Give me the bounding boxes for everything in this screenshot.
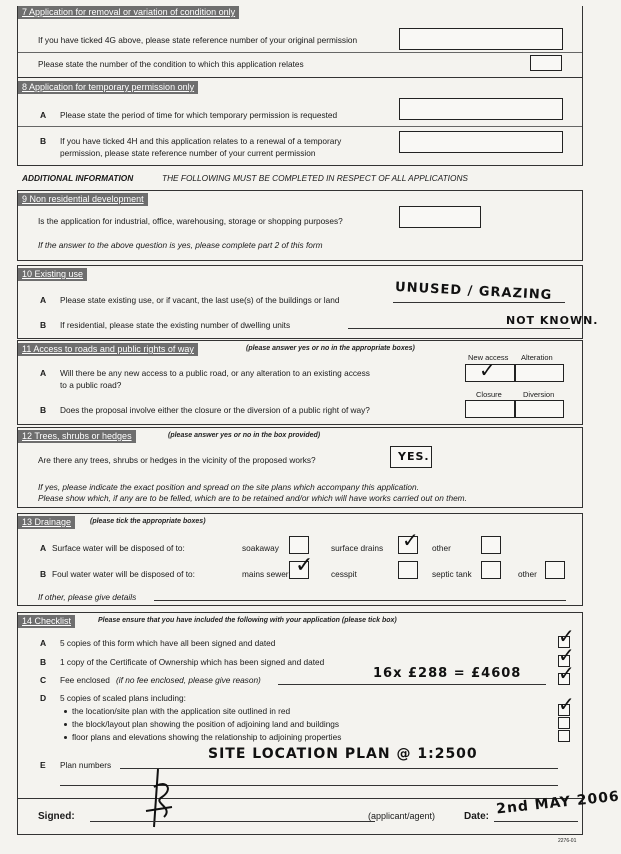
section-10: 10 Existing use A Please state existing use, or if vacant, the last use(s) of the buildings or land UNUSED / GRAZING B If residential, please state the existing number of dwelling units NOT KNOWN. <box>17 265 583 339</box>
s14-tick-b: ✓ <box>558 643 576 667</box>
section-7-header: 7 Application for removal or variation of condition only <box>18 6 239 19</box>
s14-plan-numbers-answer: SITE LOCATION PLAN @ 1:2500 <box>208 746 478 762</box>
s8-period-field[interactable] <box>399 98 563 120</box>
date-field[interactable] <box>494 821 578 822</box>
s11-question-a-line1: Will there be any new access to a public road, or any alteration to an existing access <box>60 368 370 378</box>
s10-existing-use-answer: UNUSED / GRAZING <box>394 279 553 304</box>
s13-other-details-field[interactable] <box>154 600 566 601</box>
s14-tick-a: ✓ <box>558 624 576 648</box>
s14-checkbox-d3[interactable] <box>558 730 570 742</box>
s7-condition-number-field[interactable] <box>530 55 562 71</box>
s9-answer-field[interactable] <box>399 206 481 228</box>
s12-note-line1: If yes, please indicate the exact position and spread on the site plans which accompany this application. <box>38 482 419 492</box>
section-8: 8 Application for temporary permission only A Please state the period of time for which temporary permission is requested B If you have ticked 4H and this application relates to a renewal of a temporary permission, please state reference number of your current permission <box>17 78 583 166</box>
section-9-header: 9 Non residential development <box>18 193 148 206</box>
s11-question-b: Does the proposal involve either the closure or the diversion of a public right of way? <box>60 405 370 415</box>
s7-original-permission-field[interactable] <box>399 28 563 50</box>
s12-question: Are there any trees, shrubs or hedges in the vicinity of the proposed works? <box>38 455 316 465</box>
section-14: 14 Checklist Please ensure that you have included the following with your application (please tick box) A 5 copies of this form which have all been signed and dated ✓ B 1 copy of the Certificate of Ownership which has been signed and dated ✓ C Fee enclosed (if no fee enclosed, please give reason) 16x £288 = £4608 ✓ D 5 copies of scaled plans including: the location/site plan with the application site outlined in red ✓ the block/layout plan showing the position of adjoining land and buildings floor plans and elevations showing the relationship to adjoining properties E Plan numbers SITE LOCATION PLAN @ 1:2500 <box>17 612 583 799</box>
section-11-header: 11 Access to roads and public rights of way <box>18 343 198 356</box>
signed-label: Signed: <box>38 811 75 822</box>
s13-other-box-a[interactable] <box>481 536 501 554</box>
s11-diversion-box[interactable] <box>515 400 564 418</box>
s12-answer: YES. <box>398 450 430 463</box>
s14-tick-d: ✓ <box>558 692 576 716</box>
s11-alteration-box[interactable] <box>515 364 564 382</box>
section-11: 11 Access to roads and public rights of way (please answer yes or no in the appropriate boxes) New access Alteration A Will there be any new access to a public road, or any alteration to an existing access to a public road? ✓ Closure Diversion B Does the proposal involve either the closure or the diversion of a public right of way? <box>17 340 583 425</box>
s13-soakaway-box[interactable] <box>289 536 309 554</box>
s8-current-permission-field[interactable] <box>399 131 563 153</box>
s7-question-1: If you have ticked 4G above, please state reference number of your original permission <box>38 35 358 45</box>
signature-field[interactable] <box>90 821 375 822</box>
s9-question: Is the application for industrial, office, warehousing, storage or shopping purposes? <box>38 216 343 226</box>
s13-mains-sewer-tick: ✓ <box>295 553 315 578</box>
bullet-icon <box>64 736 67 739</box>
s7-question-2: Please state the number of the condition to which this application relates <box>38 59 304 69</box>
s11-new-access-tick: ✓ <box>479 358 497 382</box>
s9-note: If the answer to the above question is yes, please complete part 2 of this form <box>38 240 323 250</box>
s13-other-box-b[interactable] <box>545 561 565 579</box>
section-13-header: 13 Drainage <box>18 516 75 529</box>
bullet-icon <box>64 710 67 713</box>
s8-question-b-line2: permission, please state reference number of your current permission <box>60 148 316 158</box>
section-14-header: 14 Checklist <box>18 615 75 628</box>
section-9 <box>17 190 583 261</box>
section-13: 13 Drainage (please tick the appropriate boxes) A Surface water will be disposed of to: soakaway surface drains ✓ other B Foul water water will be disposed of to: mains sewer ✓ cesspit septic tank other If other, please give details <box>17 513 583 606</box>
applicant-agent-label: (applicant/agent) <box>368 811 436 821</box>
s10-dwelling-units-answer: NOT KNOWN. <box>506 314 599 327</box>
s11-closure-box[interactable] <box>465 400 515 418</box>
s13-septic-tank-box[interactable] <box>481 561 501 579</box>
bullet-icon <box>64 723 67 726</box>
s13-question-b: Foul water water will be disposed of to: <box>52 569 195 579</box>
date-value: 2nd MAY 2006 <box>495 788 621 818</box>
section-10-header: 10 Existing use <box>18 268 87 281</box>
date-label: Date: <box>464 811 490 822</box>
s14-plan-numbers-field[interactable] <box>120 768 558 769</box>
s11-question-a-line2: to a public road? <box>60 380 122 390</box>
section-12: 12 Trees, shrubs or hedges (please answer yes or no in the box provided) Are there any trees, shrubs or hedges in the vicinity of the proposed works? YES. If yes, please indicate the exact position and spread on the site plans which accompany this application. Please show which, if any are to be felled, which are to be retained and/or which will have works carried out on them. <box>17 427 583 508</box>
s13-question-a: Surface water will be disposed of to: <box>52 543 185 553</box>
section-12-header: 12 Trees, shrubs or hedges <box>18 430 136 443</box>
s13-other-note: If other, please give details <box>38 592 137 602</box>
additional-info-text: THE FOLLOWING MUST BE COMPLETED IN RESPECT OF ALL APPLICATIONS <box>162 173 468 183</box>
section-8-header: 8 Application for temporary permission only <box>18 81 198 94</box>
s8-question-b-line1: If you have ticked 4H and this application relates to a renewal of a temporary <box>60 136 342 146</box>
s10-question-a: Please state existing use, or if vacant, the last use(s) of the buildings or land <box>60 295 340 305</box>
s13-cesspit-box[interactable] <box>398 561 418 579</box>
s13-surface-drains-tick: ✓ <box>402 528 420 552</box>
section-7 <box>17 6 583 78</box>
s8-question-a: Please state the period of time for which temporary permission is requested <box>60 110 338 120</box>
s10-question-b: If residential, please state the existing number of dwelling units <box>60 320 291 330</box>
s12-note-line2: Please show which, if any are to be felled, which are to be retained and/or which will have works carried out on them. <box>38 493 467 503</box>
additional-info-label: ADDITIONAL INFORMATION <box>22 173 134 183</box>
s14-fee-answer: 16x £288 = £4608 <box>373 666 522 681</box>
s14-tick-c: ✓ <box>558 661 576 685</box>
s14-checkbox-d2[interactable] <box>558 717 570 729</box>
form-code: 2276-01 <box>558 838 577 844</box>
signature-mark <box>138 767 178 829</box>
signature-row <box>17 788 621 835</box>
